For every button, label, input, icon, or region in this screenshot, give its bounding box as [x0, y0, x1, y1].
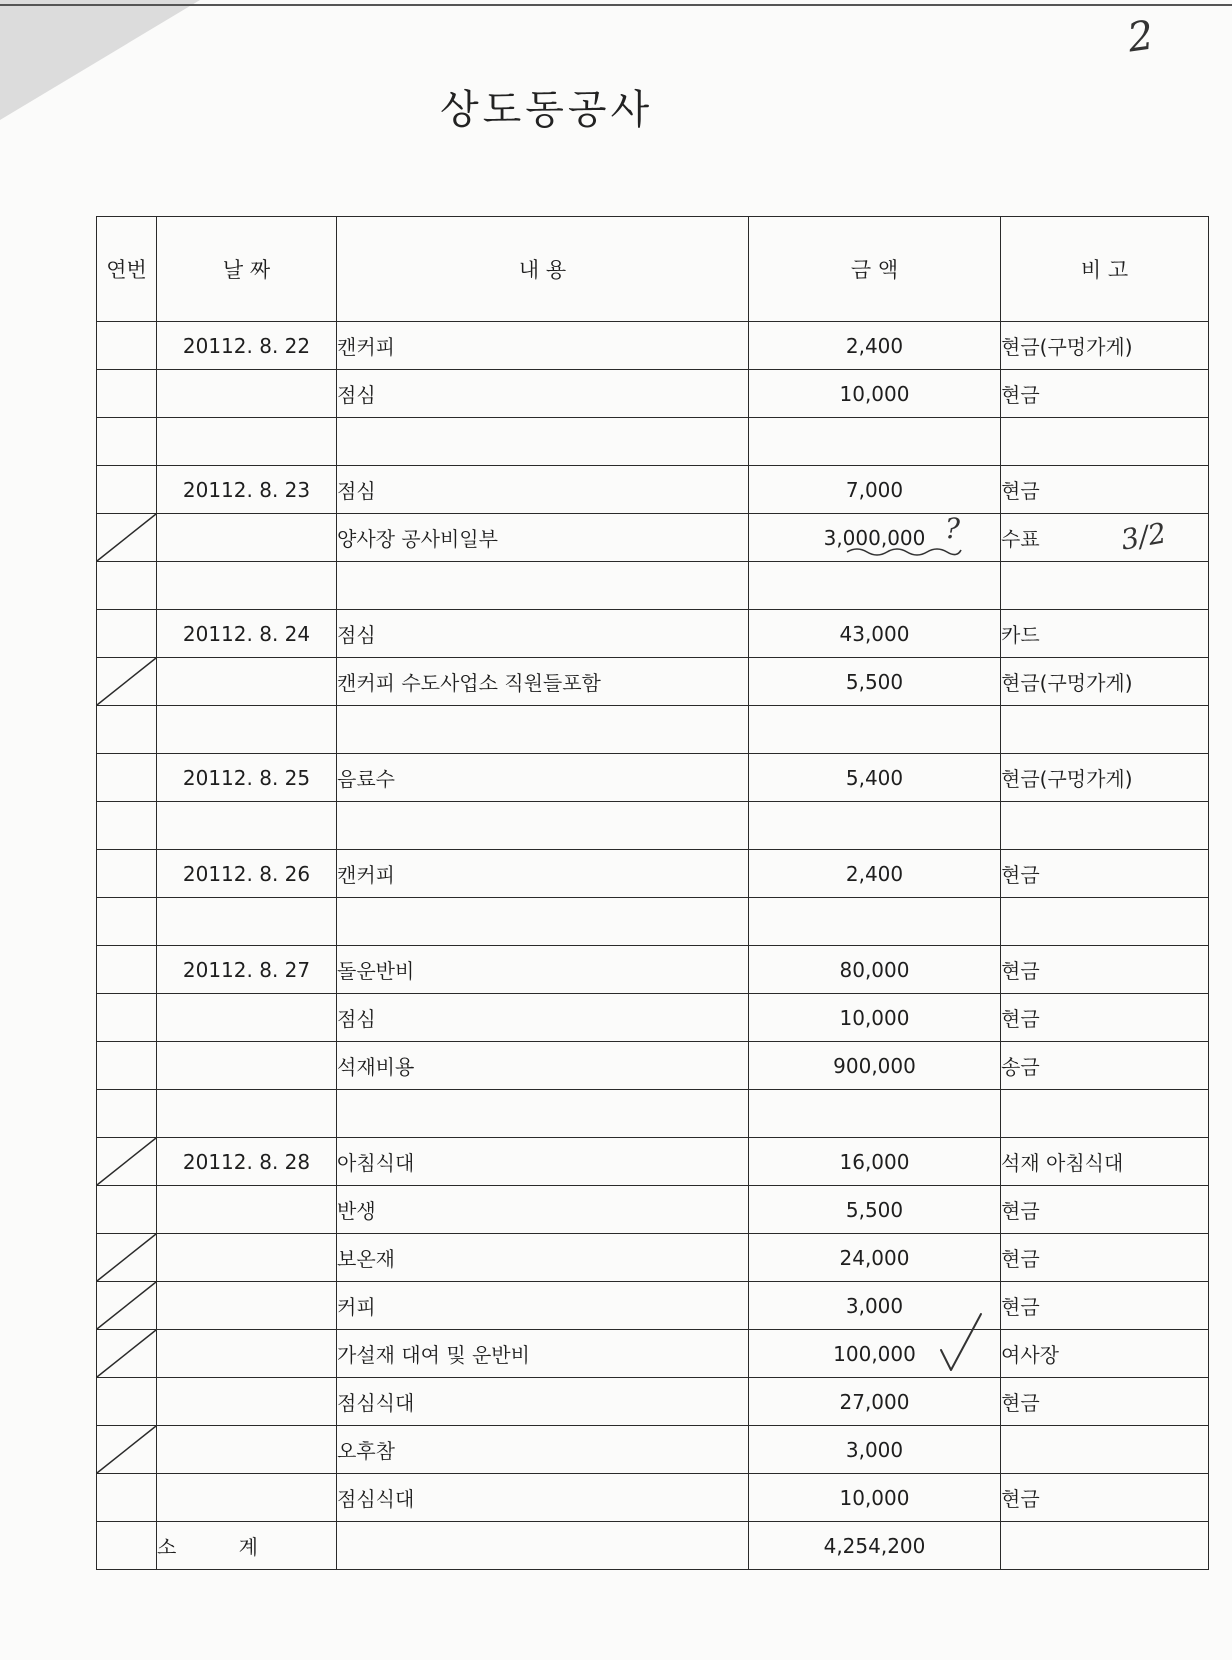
expense-ledger-table — [96, 216, 1209, 1570]
amount-cell — [749, 562, 1001, 610]
note-cell — [1001, 1330, 1209, 1378]
date-cell — [157, 994, 337, 1042]
amount-cell — [749, 1090, 1001, 1138]
description-cell: 음료수 — [337, 754, 749, 802]
amount-value: 100,000 — [833, 1341, 916, 1366]
amount-value: 24,000 — [839, 1245, 910, 1270]
row-number-cell — [97, 322, 157, 370]
document-title: 상도동공사 — [440, 87, 654, 133]
amount-cell — [749, 658, 1001, 706]
amount-value: 3,000 — [845, 1437, 904, 1462]
table-row — [97, 946, 1209, 994]
note-cell — [1001, 1042, 1209, 1090]
amount-cell — [749, 1042, 1001, 1090]
amount-value: 43,000 — [839, 621, 910, 646]
amount-value: 10,000 — [839, 1005, 910, 1030]
amount-cell — [749, 994, 1001, 1042]
amount-cell — [749, 370, 1001, 418]
amount-cell — [749, 610, 1001, 658]
subtotal-row — [97, 1522, 1209, 1570]
description-cell: 보온재 — [337, 1234, 749, 1282]
amount-value: 5,500 — [845, 669, 904, 694]
row-number-cell — [97, 658, 157, 706]
description-cell: 가설재 대여 및 운반비 — [337, 1330, 749, 1378]
amount-value: 10,000 — [839, 381, 910, 406]
note-value: 현금(구멍가게) — [1001, 335, 1133, 359]
description-cell: 캔커피 — [337, 322, 749, 370]
row-number-cell — [97, 1282, 157, 1330]
note-value: 현금 — [1001, 1391, 1040, 1415]
handwritten-underline — [845, 546, 963, 558]
amount-value: 2,400 — [845, 333, 904, 358]
row-number-cell — [97, 850, 157, 898]
date-cell — [157, 1282, 337, 1330]
row-number-cell — [97, 466, 157, 514]
description-cell — [337, 418, 749, 466]
note-value: 수표 — [1001, 527, 1040, 551]
amount-cell — [749, 754, 1001, 802]
amount-value: 7,000 — [845, 477, 904, 502]
amount-cell — [749, 1138, 1001, 1186]
description-cell: 점심식대 — [337, 1378, 749, 1426]
amount-cell — [749, 418, 1001, 466]
row-number-cell — [97, 994, 157, 1042]
amount-value: 3,000,000 — [823, 525, 926, 550]
date-cell — [157, 1234, 337, 1282]
subtotal-amount: 4,254,200 — [749, 1522, 1001, 1570]
date-cell — [157, 1426, 337, 1474]
amount-cell — [749, 322, 1001, 370]
amount-value: 5,400 — [845, 765, 904, 790]
description-cell — [337, 802, 749, 850]
row-number-cell — [97, 1330, 157, 1378]
note-cell — [1001, 1282, 1209, 1330]
table-row — [97, 802, 1209, 850]
header-no: 연번 — [97, 217, 157, 322]
description-cell: 석재비용 — [337, 1042, 749, 1090]
note-cell — [1001, 562, 1209, 610]
note-value: 현금 — [1001, 479, 1040, 503]
amount-value: 2,400 — [845, 861, 904, 886]
description-cell — [337, 562, 749, 610]
date-cell: 20112. 8. 28 — [157, 1138, 337, 1186]
date-cell — [157, 1378, 337, 1426]
description-cell: 오후참 — [337, 1426, 749, 1474]
row-number-cell — [97, 1042, 157, 1090]
row-number-cell — [97, 802, 157, 850]
header-amount: 금 액 — [749, 217, 1001, 322]
note-value: 현금(구멍가게) — [1001, 767, 1133, 791]
table-row — [97, 706, 1209, 754]
table-row — [97, 1426, 1209, 1474]
note-cell — [1001, 514, 1209, 562]
note-cell — [1001, 370, 1209, 418]
row-number-cell — [97, 1426, 157, 1474]
note-value: 현금 — [1001, 1295, 1040, 1319]
date-cell — [157, 898, 337, 946]
note-cell — [1001, 850, 1209, 898]
amount-value: 5,500 — [845, 1197, 904, 1222]
note-cell — [1001, 754, 1209, 802]
row-number-cell — [97, 1186, 157, 1234]
amount-cell — [749, 850, 1001, 898]
row-number-cell — [97, 946, 157, 994]
amount-cell — [749, 1330, 1001, 1378]
note-cell — [1001, 1138, 1209, 1186]
table-row — [97, 418, 1209, 466]
row-number-cell — [97, 562, 157, 610]
table-row — [97, 1186, 1209, 1234]
table-row — [97, 1138, 1209, 1186]
description-cell: 캔커피 수도사업소 직원들포함 — [337, 658, 749, 706]
amount-cell — [749, 1474, 1001, 1522]
subtotal-desc-cell — [337, 1522, 749, 1570]
amount-cell — [749, 802, 1001, 850]
row-number-cell — [97, 370, 157, 418]
note-value: 송금 — [1001, 1055, 1040, 1079]
header-note: 비 고 — [1001, 217, 1209, 322]
row-number-cell — [97, 1138, 157, 1186]
amount-value: 3,000 — [845, 1293, 904, 1318]
date-cell: 20112. 8. 25 — [157, 754, 337, 802]
date-cell — [157, 1090, 337, 1138]
row-number-cell — [97, 898, 157, 946]
table-row — [97, 658, 1209, 706]
subtotal-no-cell — [97, 1522, 157, 1570]
note-cell — [1001, 706, 1209, 754]
note-cell — [1001, 1186, 1209, 1234]
slash-mark — [97, 514, 156, 561]
description-cell: 양사장 공사비일부 — [337, 514, 749, 562]
description-cell: 점심 — [337, 610, 749, 658]
page-corner-fold — [0, 0, 200, 120]
description-cell: 점심 — [337, 466, 749, 514]
page-top-edge — [0, 4, 1232, 6]
note-cell — [1001, 1426, 1209, 1474]
amount-cell — [749, 1378, 1001, 1426]
note-cell — [1001, 322, 1209, 370]
description-cell: 커피 — [337, 1282, 749, 1330]
description-cell: 점심식대 — [337, 1474, 749, 1522]
handwritten-question-mark: ? — [945, 512, 961, 545]
date-cell — [157, 514, 337, 562]
slash-mark — [97, 1330, 156, 1377]
note-value: 현금 — [1001, 863, 1040, 887]
amount-cell — [749, 706, 1001, 754]
table-row — [97, 754, 1209, 802]
table-row — [97, 850, 1209, 898]
row-number-cell — [97, 1474, 157, 1522]
table-row — [97, 514, 1209, 562]
date-cell — [157, 1330, 337, 1378]
date-cell: 20112. 8. 27 — [157, 946, 337, 994]
handwritten-note-mark: 3/2 — [1118, 516, 1169, 557]
note-cell — [1001, 1378, 1209, 1426]
description-cell: 돌운반비 — [337, 946, 749, 994]
note-cell — [1001, 1090, 1209, 1138]
date-cell — [157, 370, 337, 418]
note-value: 현금 — [1001, 959, 1040, 983]
note-cell — [1001, 610, 1209, 658]
page-number: 2 — [1124, 12, 1157, 62]
table-row — [97, 610, 1209, 658]
amount-cell — [749, 514, 1001, 562]
note-value: 석재 아침식대 — [1001, 1151, 1124, 1175]
description-cell: 점심 — [337, 994, 749, 1042]
amount-cell — [749, 1426, 1001, 1474]
row-number-cell — [97, 1090, 157, 1138]
table-row — [97, 466, 1209, 514]
table-row — [97, 322, 1209, 370]
table-row — [97, 370, 1209, 418]
note-value: 현금 — [1001, 383, 1040, 407]
table-row — [97, 1330, 1209, 1378]
date-cell — [157, 1042, 337, 1090]
note-value: 현금 — [1001, 1007, 1040, 1031]
header-date: 날 짜 — [157, 217, 337, 322]
row-number-cell — [97, 514, 157, 562]
note-cell — [1001, 466, 1209, 514]
table-row — [97, 898, 1209, 946]
date-cell — [157, 706, 337, 754]
row-number-cell — [97, 1378, 157, 1426]
table-row — [97, 1474, 1209, 1522]
date-cell: 20112. 8. 26 — [157, 850, 337, 898]
table-row — [97, 1090, 1209, 1138]
amount-cell — [749, 466, 1001, 514]
row-number-cell — [97, 706, 157, 754]
row-number-cell — [97, 754, 157, 802]
date-cell: 20112. 8. 22 — [157, 322, 337, 370]
amount-value: 80,000 — [839, 957, 910, 982]
description-cell — [337, 898, 749, 946]
note-cell — [1001, 994, 1209, 1042]
subtotal-label: 소 계 — [157, 1522, 337, 1570]
description-cell: 아침식대 — [337, 1138, 749, 1186]
date-cell — [157, 418, 337, 466]
slash-mark — [97, 1138, 156, 1185]
slash-mark — [97, 1234, 156, 1281]
slash-mark — [97, 1426, 156, 1473]
date-cell — [157, 1186, 337, 1234]
note-value: 현금 — [1001, 1487, 1040, 1511]
date-cell — [157, 802, 337, 850]
subtotal-note-cell — [1001, 1522, 1209, 1570]
note-cell — [1001, 898, 1209, 946]
date-cell — [157, 1474, 337, 1522]
note-value: 여사장 — [1001, 1343, 1059, 1367]
row-number-cell — [97, 418, 157, 466]
description-cell — [337, 1090, 749, 1138]
description-cell — [337, 706, 749, 754]
description-cell: 캔커피 — [337, 850, 749, 898]
note-value: 카드 — [1001, 623, 1040, 647]
description-cell: 반생 — [337, 1186, 749, 1234]
table-row — [97, 562, 1209, 610]
slash-mark — [97, 658, 156, 705]
date-cell — [157, 658, 337, 706]
table-header-row — [97, 217, 1209, 322]
note-cell — [1001, 946, 1209, 994]
note-cell — [1001, 1474, 1209, 1522]
slash-mark — [97, 1282, 156, 1329]
amount-cell — [749, 1234, 1001, 1282]
note-cell — [1001, 1234, 1209, 1282]
table-row — [97, 1042, 1209, 1090]
amount-cell — [749, 1186, 1001, 1234]
table-row — [97, 1378, 1209, 1426]
table-row — [97, 1282, 1209, 1330]
date-cell: 20112. 8. 24 — [157, 610, 337, 658]
date-cell: 20112. 8. 23 — [157, 466, 337, 514]
amount-value: 10,000 — [839, 1485, 910, 1510]
description-cell: 점심 — [337, 370, 749, 418]
note-cell — [1001, 802, 1209, 850]
note-value: 현금 — [1001, 1247, 1040, 1271]
amount-value: 16,000 — [839, 1149, 910, 1174]
amount-value: 900,000 — [833, 1053, 916, 1078]
note-cell — [1001, 418, 1209, 466]
note-value: 현금 — [1001, 1199, 1040, 1223]
note-value: 현금(구멍가게) — [1001, 671, 1133, 695]
table-row — [97, 1234, 1209, 1282]
amount-cell — [749, 946, 1001, 994]
amount-cell — [749, 898, 1001, 946]
amount-value: 27,000 — [839, 1389, 910, 1414]
row-number-cell — [97, 1234, 157, 1282]
date-cell — [157, 562, 337, 610]
checkmark-icon — [937, 1310, 985, 1374]
row-number-cell — [97, 610, 157, 658]
note-cell — [1001, 658, 1209, 706]
header-description: 내 용 — [337, 217, 749, 322]
table-row — [97, 994, 1209, 1042]
